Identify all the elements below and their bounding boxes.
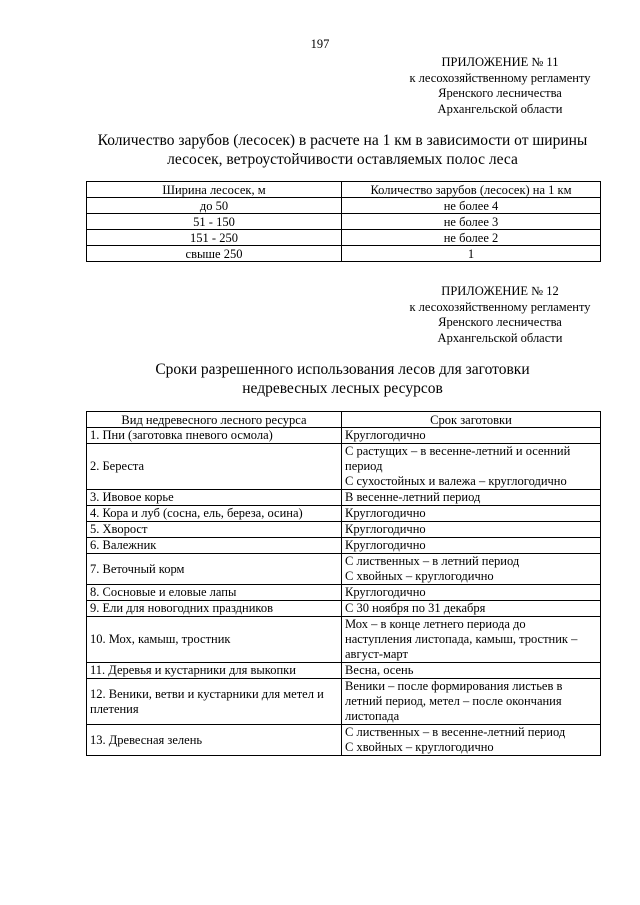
cell-resource-type: 11. Деревья и кустарники для выкопки [87,663,342,679]
cell-harvest-term [342,554,601,585]
cell-resource-type: 3. Ивовое корье [87,490,342,506]
table-row [87,490,601,506]
cell-width: 151 - 250 [87,230,342,246]
term-line: Круглогодично [345,585,426,599]
table-row [87,230,601,246]
harvest-terms-table [86,411,601,756]
cell-harvest-term [342,506,601,522]
term-line: Круглогодично [345,428,426,442]
term-line: Весна, осень [345,663,414,677]
cell-harvest-term [342,444,601,490]
table-2-title [70,360,615,398]
appendix-11-line4: Архангельской области [437,101,563,116]
cell-harvest-term [342,428,601,444]
term-line: листопада [345,709,400,723]
term-line: Круглогодично [345,522,426,536]
table-1-title-line1: Количество зарубов (лесосек) в расчете на 1 км в зависимости от ширины [97,132,588,149]
table-row [87,522,601,538]
term-line: Мох – в конце летнего периода до [345,617,526,631]
term-line: С сухостойных и валежа – круглогодично [345,474,567,488]
column-header-width: Ширина лесосек, м [87,182,342,198]
column-header-harvest-term: Срок заготовки [342,412,601,428]
cell-resource-type: 4. Кора и луб (сосна, ель, береза, осина) [87,506,342,522]
column-header-resource-type: Вид недревесного лесного ресурса [87,412,342,428]
cell-harvest-term [342,585,601,601]
table-1-title-line2: лесосек, ветроустойчивости оставляемых полос леса [167,151,518,168]
column-header-count: Количество зарубов (лесосек) на 1 км [342,182,601,198]
cell-resource-type: 1. Пни (заготовка пневого осмола) [87,428,342,444]
table-row [87,198,601,214]
table-1-title [70,131,615,169]
table-row [87,214,601,230]
term-line: Круглогодично [345,506,426,520]
appendix-12-line2: к лесохозяйственному регламенту [409,299,591,314]
cell-resource-type: 6. Валежник [87,538,342,554]
table-header-row [87,412,601,428]
table-row [87,246,601,262]
cell-width: до 50 [87,198,342,214]
term-line: С хвойных – круглогодично [345,740,494,754]
table-row [87,585,601,601]
cell-harvest-term [342,725,601,756]
cell-width: 51 - 150 [87,214,342,230]
cell-resource-type: 8. Сосновые и еловые лапы [87,585,342,601]
term-line: август-март [345,647,408,661]
table-row [87,617,601,663]
table-2-title-line1: Сроки разрешенного использования лесов для заготовки [155,361,530,378]
cell-count: не более 2 [342,230,601,246]
table-row [87,663,601,679]
term-line: С лиственных – в весенне-летний период [345,725,566,739]
term-line: В весенне-летний период [345,490,481,504]
cell-harvest-term [342,601,601,617]
appendix-12-heading [395,284,605,346]
term-line: С хвойных – круглогодично [345,569,494,583]
table-row [87,444,601,490]
cell-harvest-term [342,617,601,663]
table-2-title-line2: недревесных лесных ресурсов [242,380,443,397]
cell-harvest-term [342,663,601,679]
appendix-11-line3: Яренского лесничества [438,86,562,100]
cell-harvest-term [342,538,601,554]
cell-resource-type: 7. Веточный корм [87,554,342,585]
appendix-11-heading [395,55,605,117]
table-header-row [87,182,601,198]
cell-resource-type: 2. Береста [87,444,342,490]
cell-resource-type: 13. Древесная зелень [87,725,342,756]
table-row [87,601,601,617]
cell-resource-type: 5. Хворост [87,522,342,538]
term-line: С 30 ноября по 31 декабря [345,601,486,615]
cell-resource-type: 12. Веники, ветви и кустарники для метел и плетения [87,679,342,725]
cell-width: свыше 250 [87,246,342,262]
appendix-12-label: ПРИЛОЖЕНИЕ № 12 [441,284,559,298]
cell-resource-type: 10. Мох, камыш, тростник [87,617,342,663]
cell-harvest-term [342,490,601,506]
cell-harvest-term [342,679,601,725]
appendix-12-line3: Яренского лесничества [438,315,562,329]
term-line: С растущих – в весенне-летний и осенний [345,444,571,458]
cell-count: 1 [342,246,601,262]
table-row [87,538,601,554]
table-row [87,725,601,756]
table-row [87,506,601,522]
cell-resource-type: 9. Ели для новогодних праздников [87,601,342,617]
appendix-11-line2: к лесохозяйственному регламенту [409,70,591,85]
term-line: наступления листопада, камыш, тростник – [345,632,578,646]
appendix-11-label: ПРИЛОЖЕНИЕ № 11 [441,55,559,69]
cell-harvest-term [342,522,601,538]
page-number: 197 [310,37,330,51]
term-line: С лиственных – в летний период [345,554,520,568]
cell-count: не более 3 [342,214,601,230]
table-row [87,428,601,444]
table-row [87,554,601,585]
appendix-12-line4: Архангельской области [437,330,563,345]
cell-count: не более 4 [342,198,601,214]
term-line: период [345,459,383,473]
term-line: Веники – после формирования листьев в [345,679,563,693]
term-line: летний период, метел – после окончания [345,694,562,708]
clearcut-count-table [86,181,601,262]
harvest-terms-body [87,428,601,756]
table-row [87,679,601,725]
term-line: Круглогодично [345,538,426,552]
